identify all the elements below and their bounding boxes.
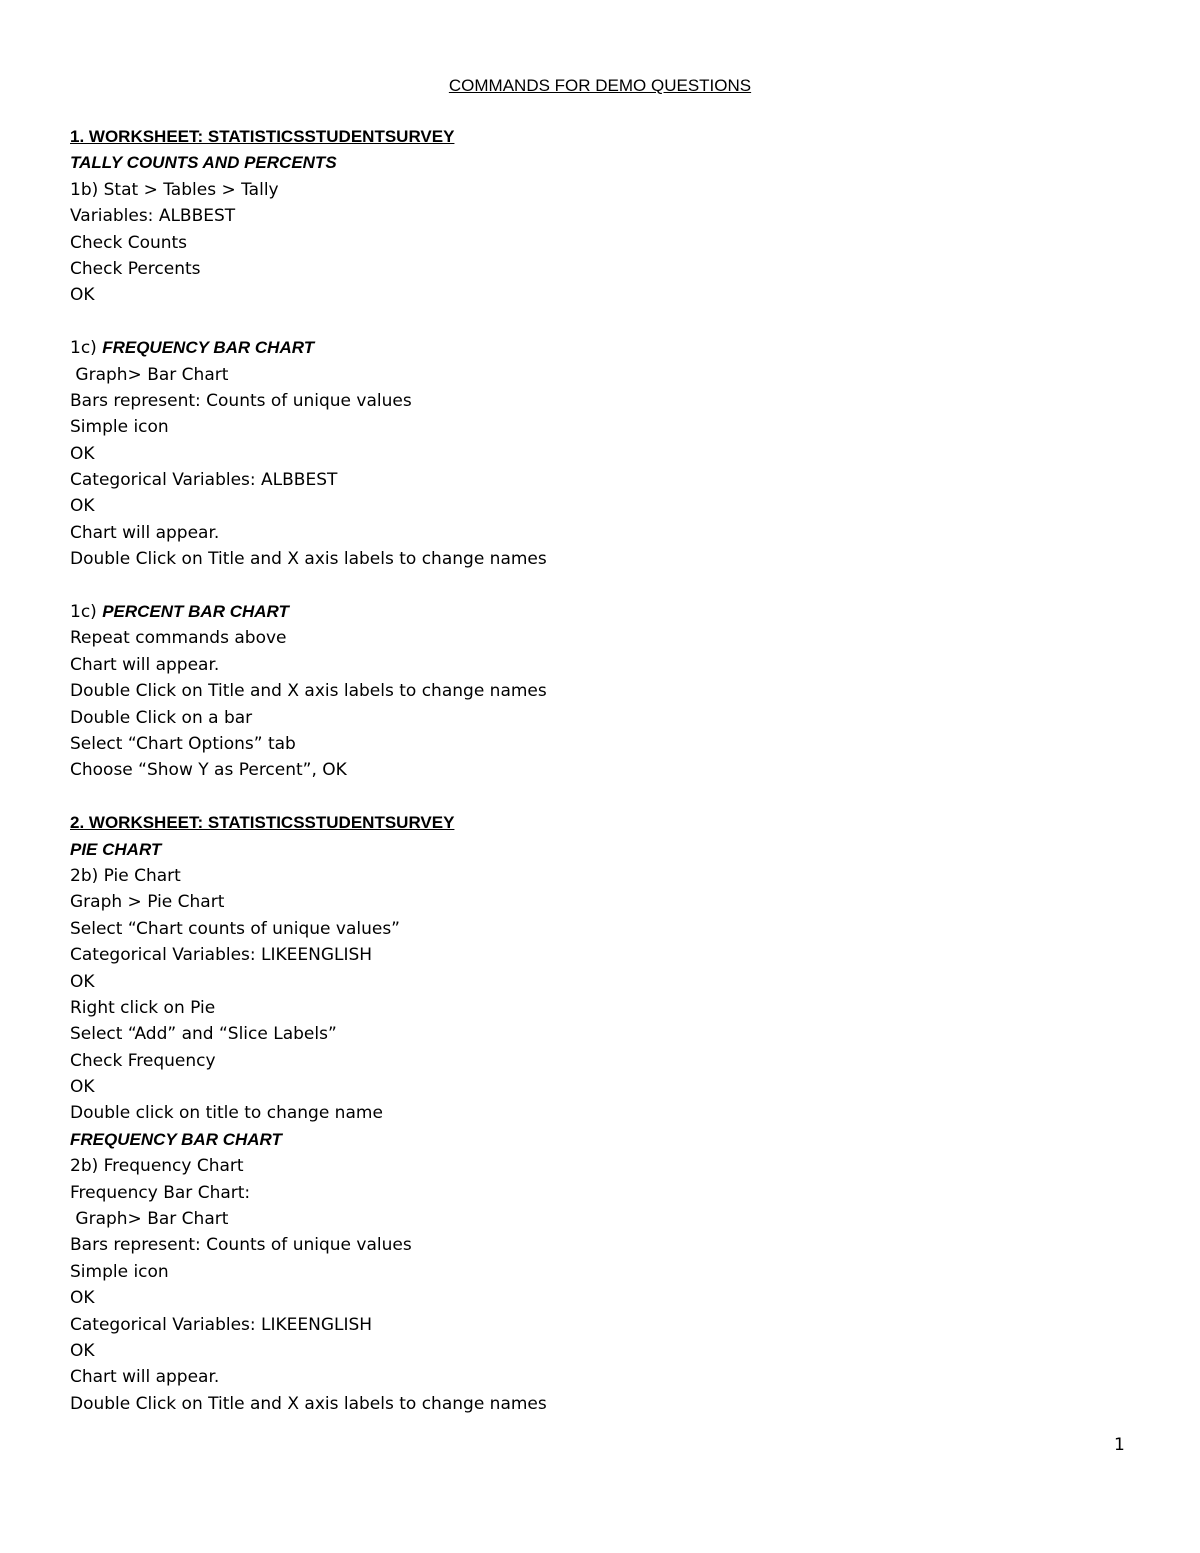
freq-bar-prefix: 1c) bbox=[70, 338, 103, 359]
instruction-line: Select “Chart counts of unique values” bbox=[70, 918, 400, 939]
freq-bar-heading-line bbox=[70, 335, 1130, 361]
tally-subheading: TALLY COUNTS AND PERCENTS bbox=[70, 153, 337, 173]
instruction-line: Frequency Bar Chart: bbox=[70, 1182, 251, 1203]
instruction-line: Simple icon bbox=[70, 417, 169, 438]
instruction-line: OK bbox=[70, 1340, 95, 1361]
instruction-line: 1b) Stat > Tables > Tally bbox=[70, 179, 279, 200]
instruction-line: Double Click on Title and X axis labels to change names bbox=[70, 681, 547, 702]
instruction-line: Select “Chart Options” tab bbox=[70, 733, 296, 754]
instruction-line: OK bbox=[70, 1288, 95, 1309]
instruction-line: Double Click on Title and X axis labels to change names bbox=[70, 1393, 547, 1414]
instruction-line: Categorical Variables: ALBBEST bbox=[70, 470, 338, 491]
instruction-line: 2b) Pie Chart bbox=[70, 865, 181, 886]
freq-bar-subheading: FREQUENCY BAR CHART bbox=[102, 338, 315, 358]
instruction-line: Right click on Pie bbox=[70, 997, 216, 1018]
instruction-line: Double Click on Title and X axis labels to change names bbox=[70, 549, 547, 570]
instruction-line: OK bbox=[70, 443, 95, 464]
instruction-line: OK bbox=[70, 971, 95, 992]
instruction-line: Variables: ALBBEST bbox=[70, 206, 236, 227]
instruction-line: OK bbox=[70, 1077, 95, 1098]
instruction-line: Check Counts bbox=[70, 232, 188, 253]
instruction-line: Graph> Bar Chart bbox=[70, 1209, 229, 1230]
instruction-line: Double click on title to change name bbox=[70, 1103, 383, 1124]
instruction-line: Bars represent: Counts of unique values bbox=[70, 1235, 412, 1256]
document-title: COMMANDS FOR DEMO QUESTIONS bbox=[448, 76, 752, 95]
instruction-line: Simple icon bbox=[70, 1261, 169, 1282]
section-1-heading: 1. WORKSHEET: STATISTICSSTUDENTSURVEY bbox=[70, 127, 455, 146]
page-number: 1 bbox=[1114, 1435, 1125, 1455]
document-body bbox=[70, 124, 1130, 1417]
instruction-line: Choose “Show Y as Percent”, OK bbox=[70, 760, 347, 781]
instruction-line: Categorical Variables: LIKEENGLISH bbox=[70, 945, 373, 966]
percent-bar-subheading: PERCENT BAR CHART bbox=[102, 602, 289, 622]
instruction-line: Repeat commands above bbox=[70, 628, 287, 649]
freq-bar-2-subheading: FREQUENCY BAR CHART bbox=[70, 1129, 282, 1149]
instruction-line: 2b) Frequency Chart bbox=[70, 1156, 244, 1177]
instruction-line: Graph> Bar Chart bbox=[70, 364, 229, 385]
instruction-line: Double Click on a bar bbox=[70, 707, 253, 728]
pie-subheading: PIE CHART bbox=[70, 839, 162, 859]
instruction-line: OK bbox=[70, 496, 95, 517]
section-2-heading: 2. WORKSHEET: STATISTICSSTUDENTSURVEY bbox=[70, 813, 455, 833]
instruction-line: Chart will appear. bbox=[70, 522, 220, 543]
instruction-line: Chart will appear. bbox=[70, 654, 220, 675]
instruction-line: Select “Add” and “Slice Labels” bbox=[70, 1024, 337, 1045]
instruction-line: Graph > Pie Chart bbox=[70, 892, 225, 913]
instruction-line: Check Percents bbox=[70, 258, 201, 279]
spacer bbox=[70, 309, 1130, 335]
spacer bbox=[70, 573, 1130, 599]
spacer bbox=[70, 784, 1130, 810]
instruction-line: Check Frequency bbox=[70, 1050, 216, 1071]
percent-bar-heading-line bbox=[70, 599, 1130, 625]
percent-bar-prefix: 1c) bbox=[70, 602, 103, 623]
instruction-line: Chart will appear. bbox=[70, 1367, 220, 1388]
instruction-line: OK bbox=[70, 285, 95, 306]
instruction-line: Categorical Variables: LIKEENGLISH bbox=[70, 1314, 373, 1335]
instruction-line: Bars represent: Counts of unique values bbox=[70, 390, 412, 411]
